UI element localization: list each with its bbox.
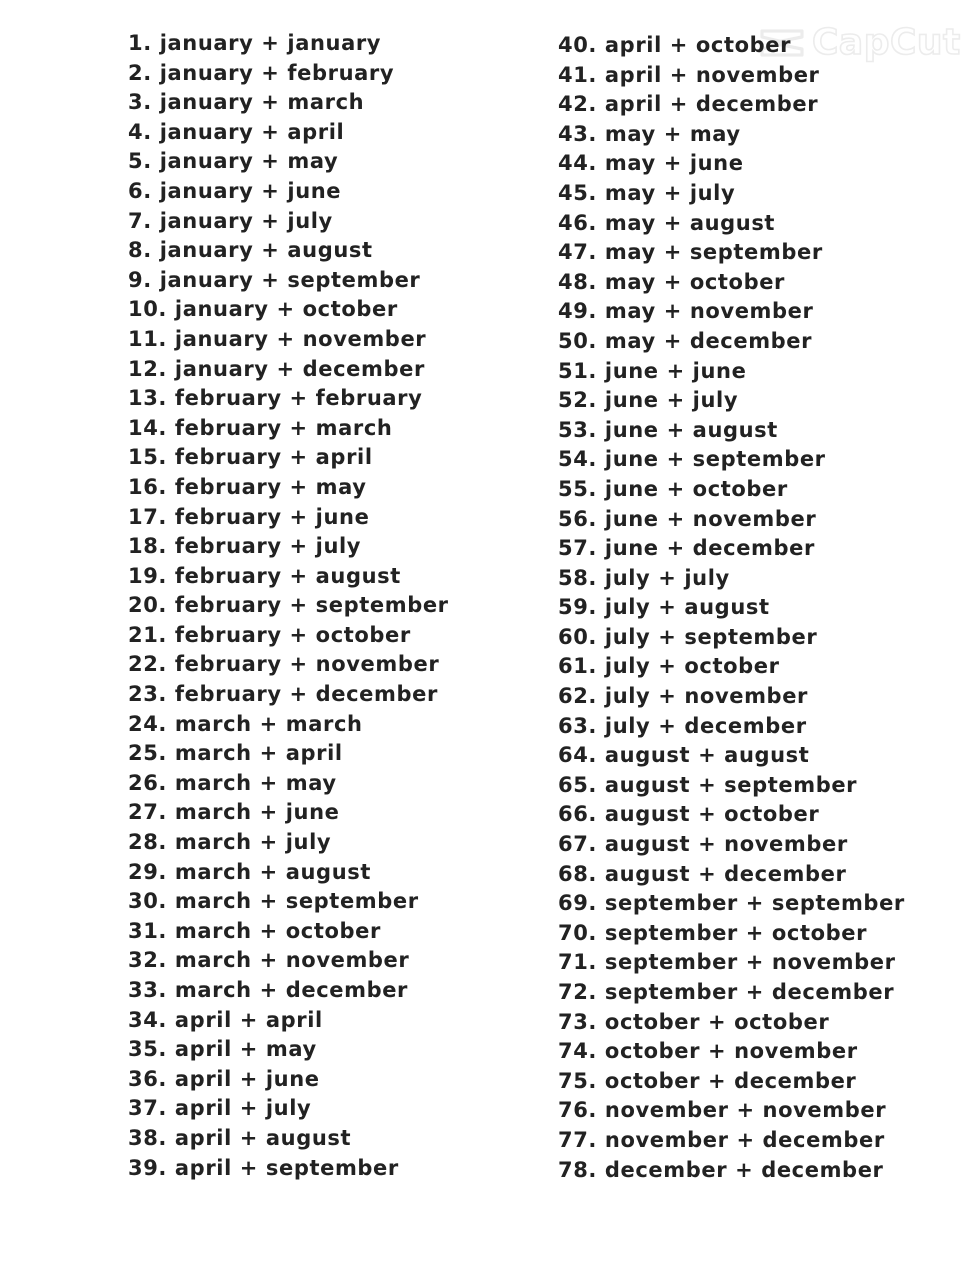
list-item: 34. april + april: [128, 1007, 323, 1032]
list-item: 46. may + august: [558, 210, 776, 235]
list-item: 77. november + december: [558, 1127, 885, 1152]
list-item: 45. may + july: [558, 180, 736, 205]
list-item: 68. august + december: [558, 861, 847, 886]
list-item: 26. march + may: [128, 770, 337, 795]
list-item: 39. april + september: [128, 1155, 399, 1180]
list-item: 5. january + may: [128, 149, 339, 174]
list-item: 17. february + june: [128, 504, 370, 529]
list-item: 18. february + july: [128, 534, 362, 559]
list-item: 27. march + june: [128, 800, 340, 825]
list-item: 23. february + december: [128, 682, 438, 707]
list-item: 29. march + august: [128, 859, 371, 884]
list-item: 54. june + september: [558, 447, 826, 472]
list-item: 8. january + august: [128, 238, 373, 263]
list-item: 51. june + june: [558, 358, 747, 383]
list-item: 25. march + april: [128, 741, 343, 766]
list-item: 74. october + november: [558, 1039, 858, 1064]
list-item: 76. november + november: [558, 1098, 887, 1123]
list-item: 59. july + august: [558, 595, 770, 620]
list-item: 78. december + december: [558, 1157, 884, 1182]
list-item: 71. september + november: [558, 950, 896, 975]
list-item: 44. may + june: [558, 151, 744, 176]
list-item: 33. march + december: [128, 978, 409, 1002]
list-item: 55. june + october: [558, 476, 788, 501]
list-item: 35. april + may: [128, 1037, 317, 1062]
list-item: 75. october + december: [558, 1068, 857, 1093]
list-item: 22. february + november: [128, 652, 440, 677]
list-item: 70. september + october: [558, 920, 868, 945]
list-item: 60. july + september: [558, 624, 818, 649]
list-item: 49. may + november: [558, 299, 814, 324]
list-item: 28. march + july: [128, 830, 332, 855]
list-item: 56. june + november: [558, 506, 817, 531]
list-item: 47. may + september: [558, 240, 823, 265]
list-item: 36. april + june: [128, 1066, 320, 1091]
list-item: 24. march + march: [128, 711, 363, 736]
capcut-watermark-text: CapCut: [812, 22, 961, 63]
list-item: 61. july + october: [558, 654, 780, 679]
list-item: 12. january + december: [128, 356, 425, 381]
list-item: 52. june + july: [558, 388, 739, 413]
list-item: 3. january + march: [128, 90, 365, 115]
list-item: 20. february + september: [128, 593, 449, 618]
list-item: 67. august + november: [558, 832, 848, 857]
list-item: 31. march + october: [128, 918, 381, 943]
list-item: 1. january + january: [128, 31, 382, 55]
list-item: 37. april + july: [128, 1096, 312, 1121]
list-item: 15. february + april: [128, 445, 373, 470]
list-item: 50. may + december: [558, 328, 813, 353]
list-item: 19. february + august: [128, 563, 401, 588]
list-item: 2. january + february: [128, 60, 395, 85]
left-column-list: [128, 29, 449, 1183]
list-item: 7. january + july: [128, 208, 333, 233]
list-item: 73. october + october: [558, 1009, 830, 1034]
list-item: 9. january + september: [128, 267, 421, 292]
list-item: 30. march + september: [128, 889, 419, 914]
list-item: 63. july + december: [558, 713, 807, 738]
list-item: 66. august + october: [558, 802, 820, 827]
list-item: 6. january + june: [128, 178, 342, 203]
list-item: 11. january + november: [128, 326, 427, 351]
list-item: 38. april + august: [128, 1125, 352, 1150]
list-item: 10. january + october: [128, 297, 398, 322]
list-item: 42. april + december: [558, 92, 819, 117]
list-item: 21. february + october: [128, 622, 411, 647]
list-item: 13. february + february: [128, 386, 423, 411]
list-item: 16. february + may: [128, 474, 367, 499]
list-item: 43. may + may: [558, 121, 741, 146]
list-item: 57. june + december: [558, 536, 815, 561]
list-item: 62. july + november: [558, 684, 808, 709]
list-item: 72. september + december: [558, 980, 895, 1004]
list-item: 64. august + august: [558, 743, 810, 768]
list-item: 40. april + october: [558, 33, 792, 57]
list-item: 48. may + october: [558, 269, 785, 294]
list-item: 4. january + april: [128, 119, 345, 144]
list-item: 41. april + november: [558, 62, 820, 87]
list-item: 53. june + august: [558, 417, 778, 442]
list-item: 14. february + march: [128, 415, 393, 440]
list-item: 69. september + september: [558, 891, 905, 916]
list-item: 58. july + july: [558, 565, 730, 590]
list-item: 65. august + september: [558, 772, 858, 797]
list-item: 32. march + november: [128, 948, 410, 973]
right-column-list: [558, 31, 905, 1185]
